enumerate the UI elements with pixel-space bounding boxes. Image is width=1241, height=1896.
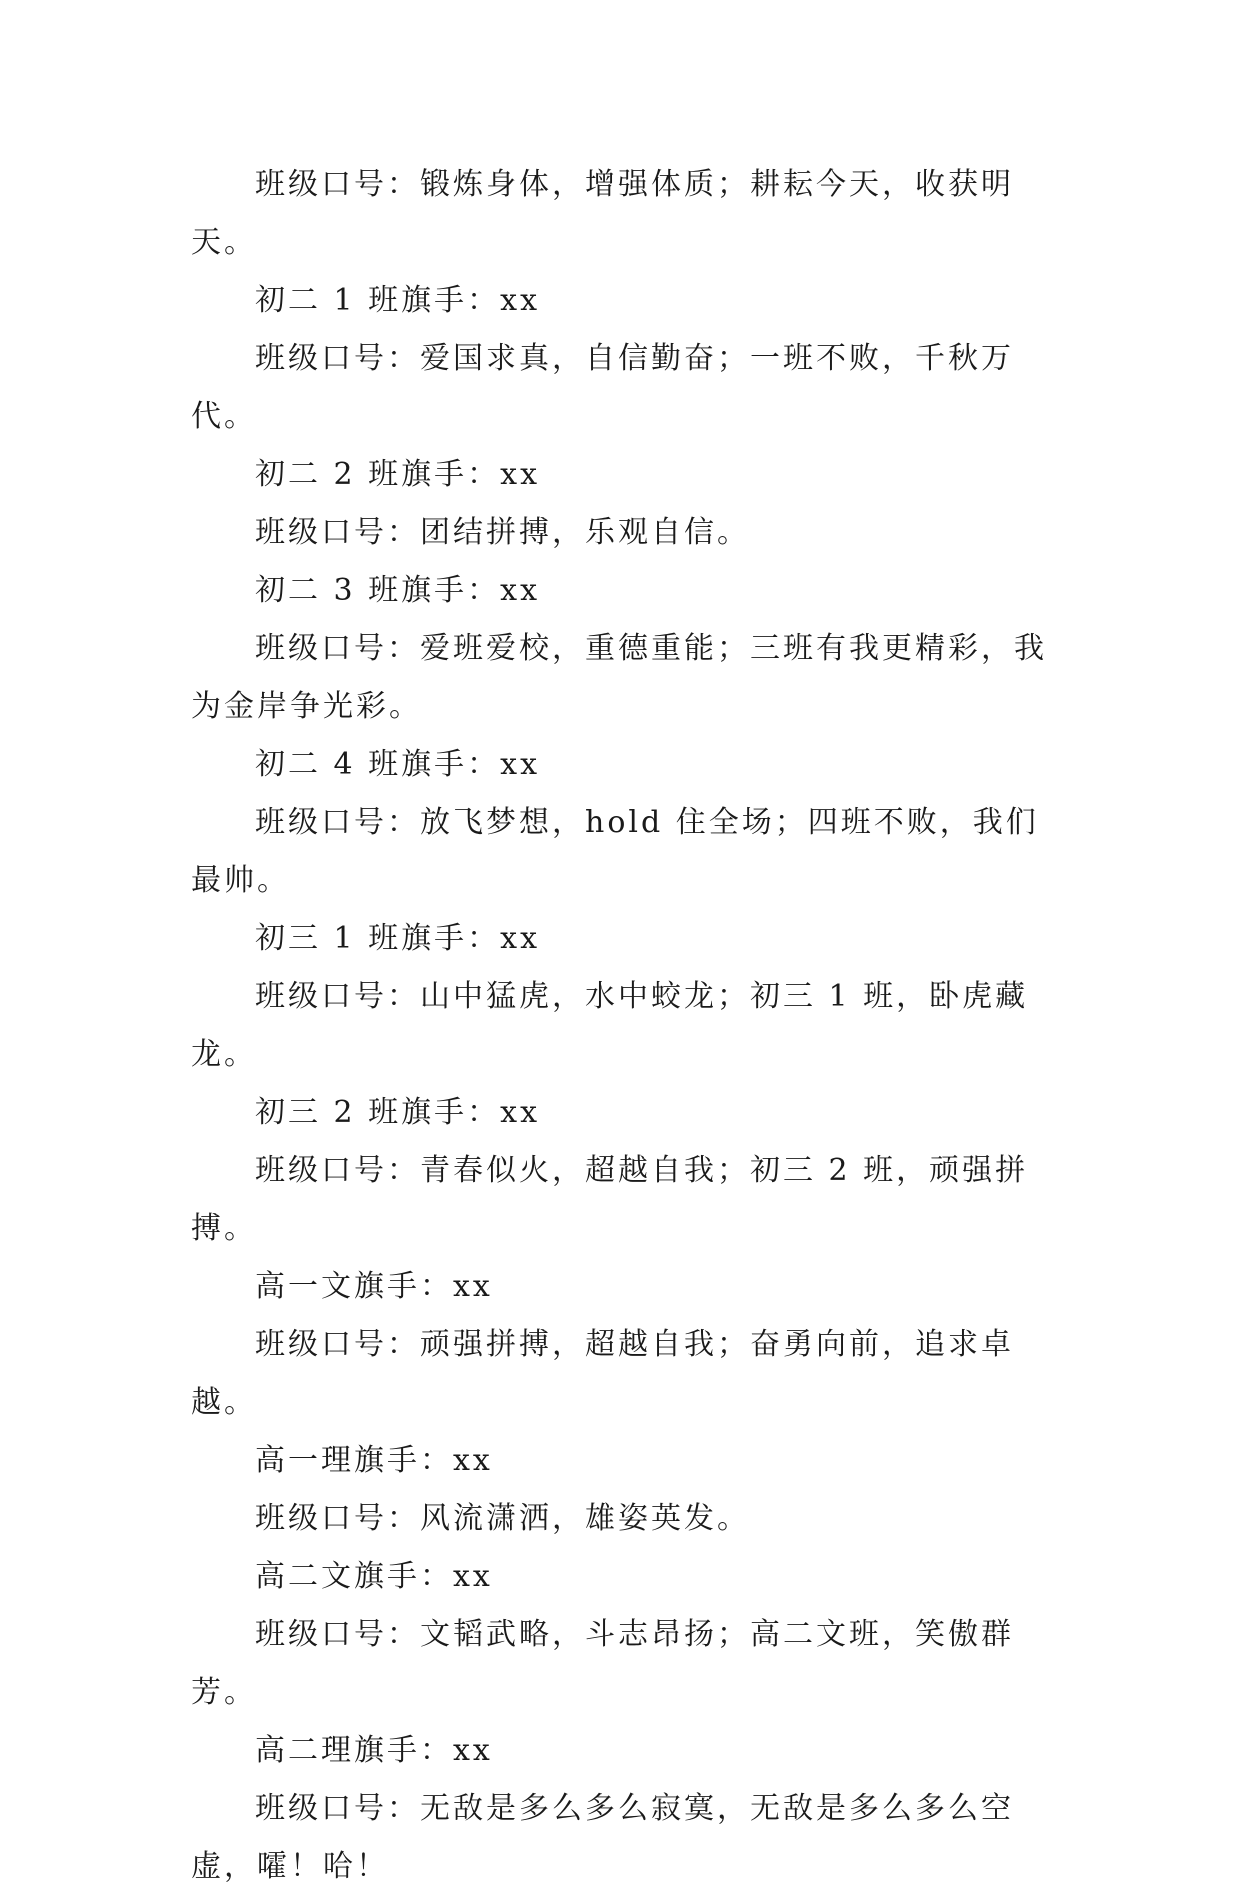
- slogan-paragraph: 班级口号：青春似火，超越自我；初三 2 班，顽强拼搏。: [191, 1153, 1029, 1246]
- slogan-paragraph: 班级口号：爱国求真，自信勤奋；一班不败，千秋万代。: [191, 341, 1014, 434]
- flag-bearer-paragraph: 高一文旗手：xx: [255, 1269, 493, 1304]
- slogan-paragraph: 班级口号：顽强拼搏，超越自我；奋勇向前，追求卓越。: [191, 1327, 1014, 1420]
- flag-bearer-paragraph: 初二 2 班旗手：xx: [255, 457, 540, 492]
- slogan-paragraph: 班级口号：锻炼身体，增强体质；耕耘今天，收获明天。: [191, 167, 1014, 260]
- flag-bearer-paragraph: 高二理旗手：xx: [255, 1733, 493, 1768]
- slogan-paragraph: 班级口号：放飞梦想，hold 住全场；四班不败，我们最帅。: [191, 805, 1039, 898]
- flag-bearer-paragraph: 初二 3 班旗手：xx: [255, 573, 540, 608]
- slogan-paragraph: 班级口号：团结拼搏，乐观自信。: [255, 515, 750, 550]
- flag-bearer-paragraph: 高二文旗手：xx: [255, 1559, 493, 1594]
- slogan-paragraph: 班级口号：爱班爱校，重德重能；三班有我更精彩，我为金岸争光彩。: [191, 631, 1047, 724]
- slogan-paragraph: 班级口号：无敌是多么多么寂寞，无敌是多么多么空虚，嚯！哈！: [191, 1791, 1014, 1884]
- flag-bearer-paragraph: 初三 1 班旗手：xx: [255, 921, 540, 956]
- flag-bearer-paragraph: 初三 2 班旗手：xx: [255, 1095, 540, 1130]
- slogan-paragraph: 班级口号：山中猛虎，水中蛟龙；初三 1 班，卧虎藏龙。: [191, 979, 1029, 1072]
- flag-bearer-paragraph: 初二 1 班旗手：xx: [255, 283, 540, 318]
- slogan-paragraph: 班级口号：风流潇洒，雄姿英发。: [255, 1501, 750, 1536]
- document-body: [191, 156, 1051, 1896]
- slogan-paragraph: 班级口号：文韬武略，斗志昂扬；高二文班，笑傲群芳。: [191, 1617, 1014, 1710]
- flag-bearer-paragraph: 初二 4 班旗手：xx: [255, 747, 540, 782]
- flag-bearer-paragraph: 高一理旗手：xx: [255, 1443, 493, 1478]
